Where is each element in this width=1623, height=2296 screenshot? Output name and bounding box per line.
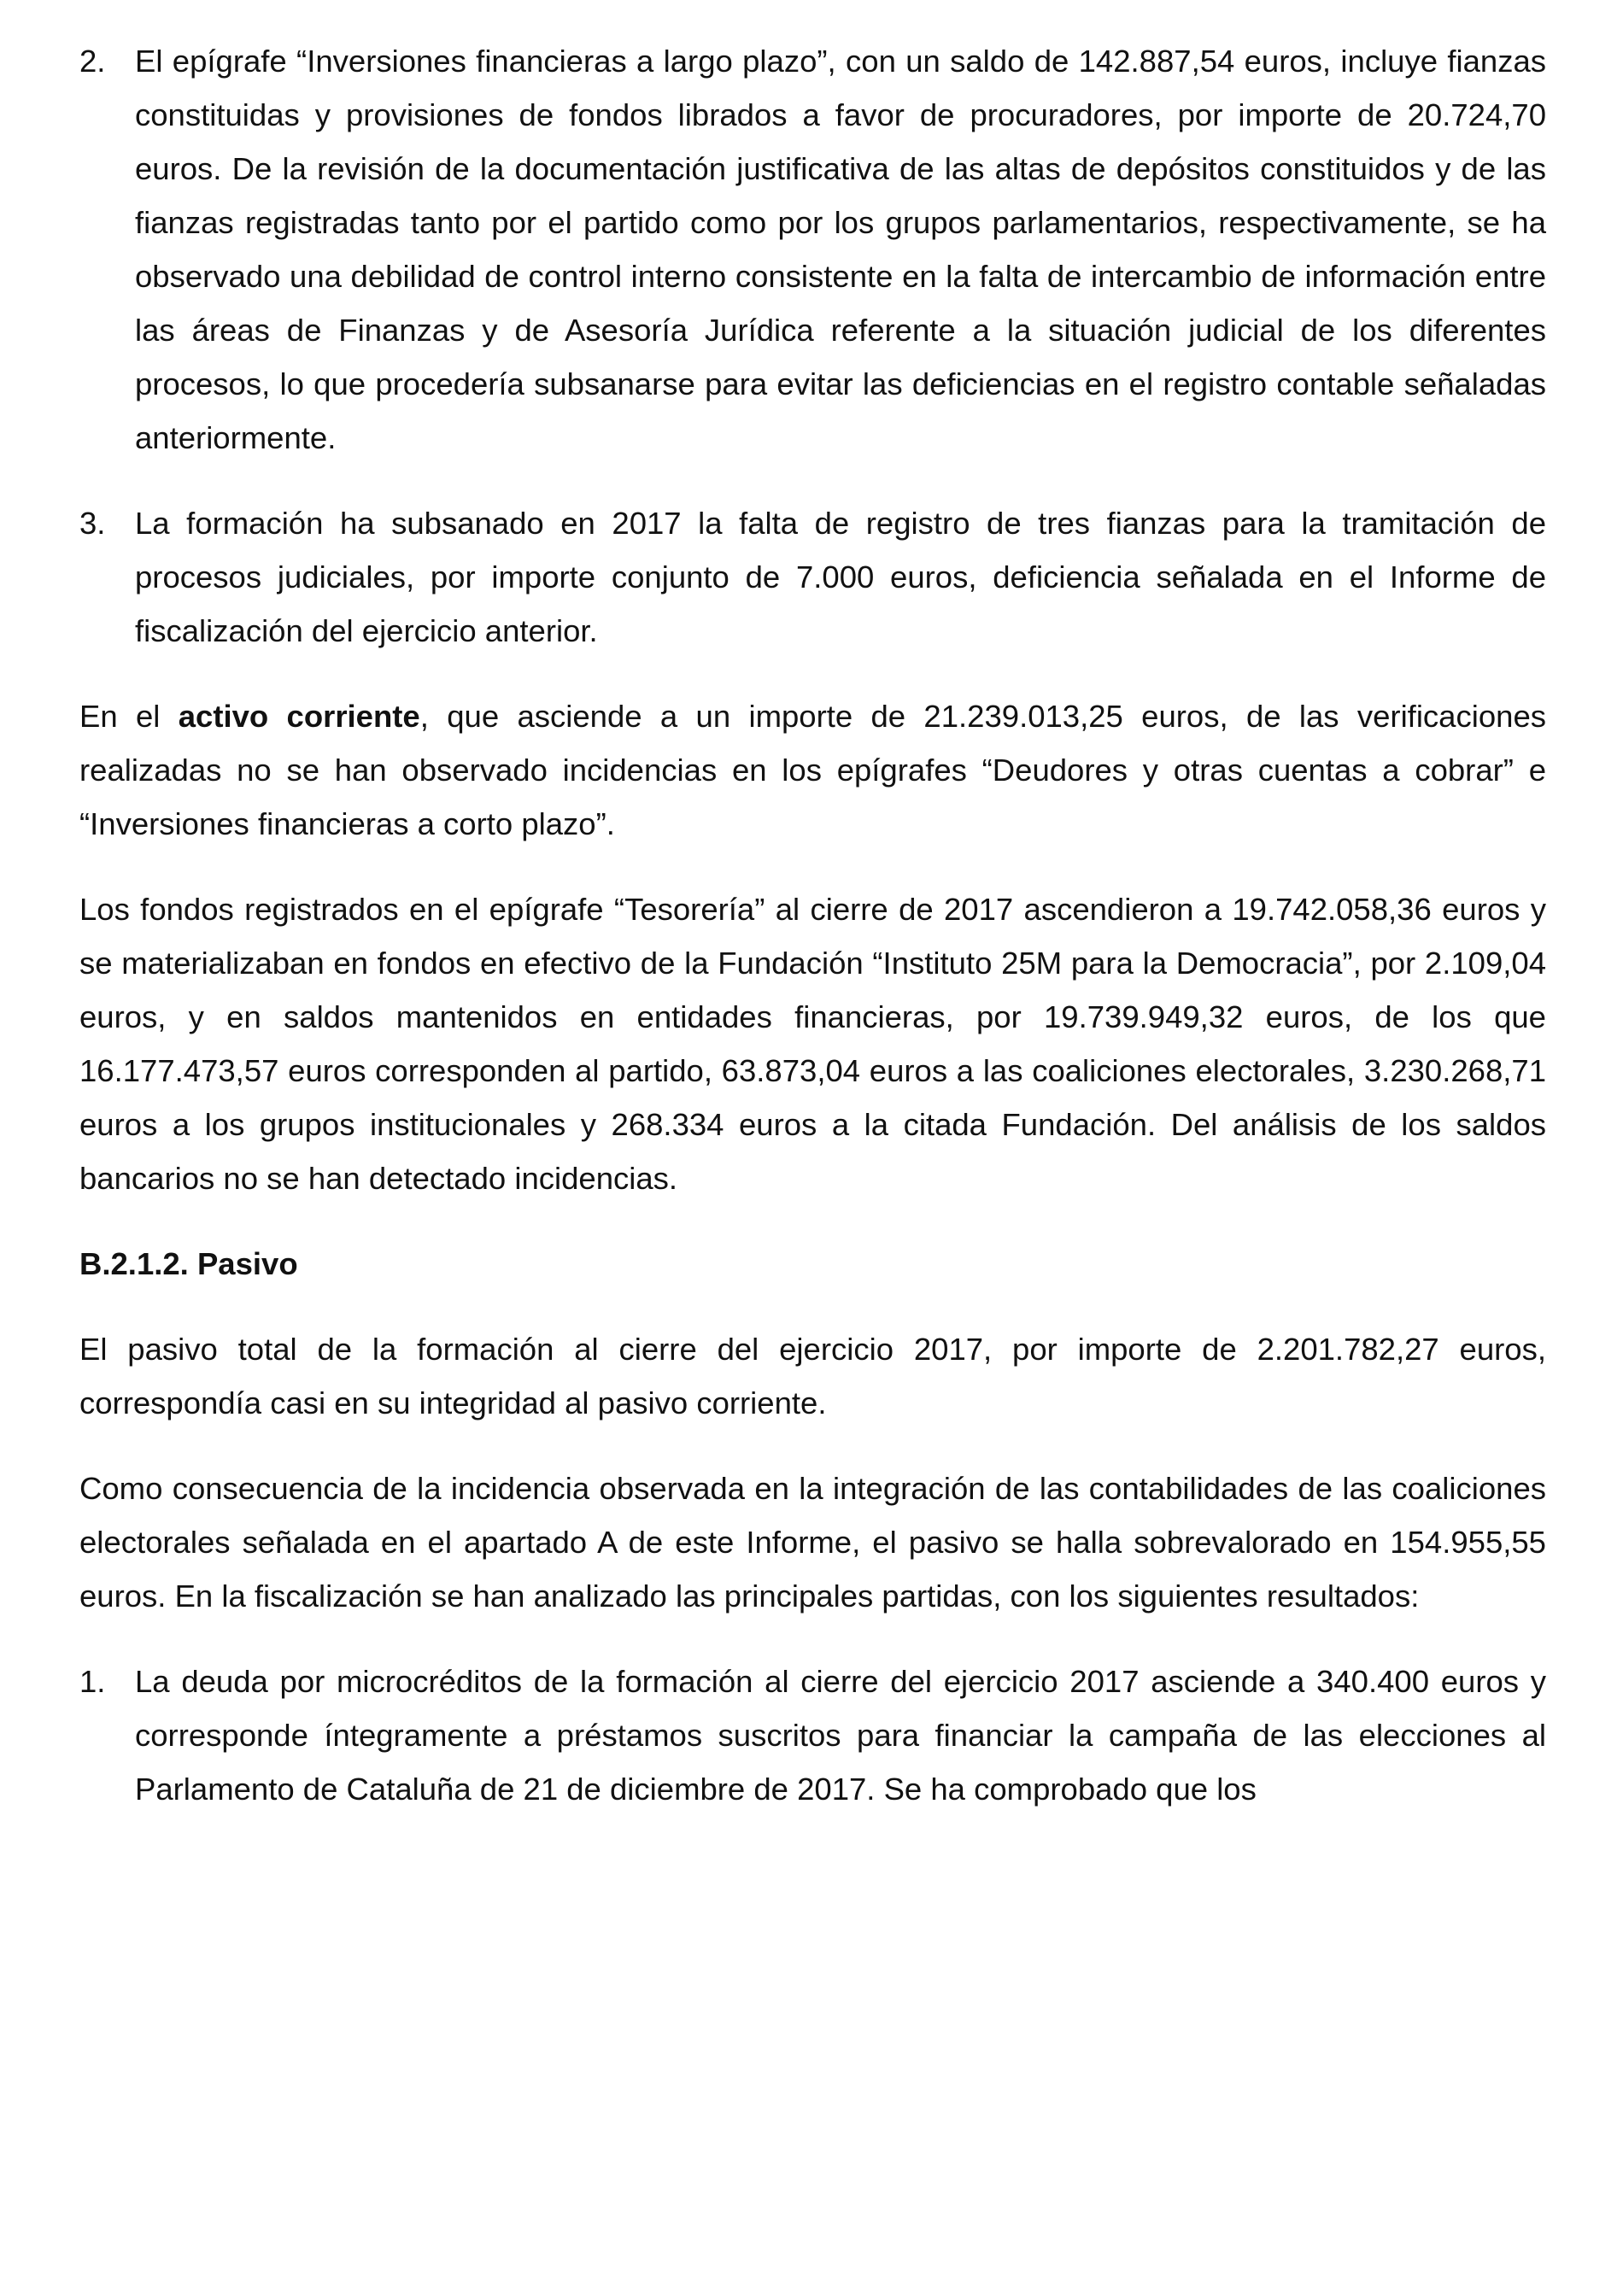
- list-number: 1.: [79, 1664, 106, 1699]
- list-item-text: El epígrafe “Inversiones financieras a largo plazo”, con un saldo de 142.887,54 euros, incluye fianzas constituidas y provisiones de fondos librados a favor de procuradores, por importe de 20.724,70 euros. De la revisión de la documentación justificativa de las altas de depósitos constituidos y de las fianzas registradas tanto por el partido como por los grupos parlamentarios, respectivamente, se ha observado una debilidad de control interno consistente en la falta de intercambio de información entre las áreas de Finanzas y de Asesoría Jurídica referente a la situación judicial de los diferentes procesos, lo que procedería subsanarse para evitar las deficiencias en el registro contable señaladas anteriormente.: [135, 44, 1546, 455]
- list-item-text: La deuda por microcréditos de la formación al cierre del ejercicio 2017 asciende a 340.400 euros y corresponde íntegramente a préstamos suscritos para financiar la campaña de las elecciones al Parlamento de Cataluña de 21 de diciembre de 2017. Se ha comprobado que los: [135, 1664, 1546, 1807]
- paragraph-activo-corriente: [79, 689, 1546, 851]
- section-heading-pasivo: B.2.1.2. Pasivo: [79, 1246, 298, 1281]
- paragraph-consecuencia: Como consecuencia de la incidencia observada en la integración de las contabilidades de las coaliciones electorales señalada en el apartado A de este Informe, el pasivo se halla sobrevalorado en 154.955,55 euros. En la fiscalización se han analizado las principales partidas, con los siguientes resultados:: [79, 1471, 1546, 1614]
- list-number: 2.: [79, 44, 106, 79]
- paragraph-tesoreria: Los fondos registrados en el epígrafe “Tesorería” al cierre de 2017 ascendieron a 19.742.058,36 euros y se materializaban en fondos en efectivo de la Fundación “Instituto 25M para la Democracia”, por 2.109,04 euros, y en saldos mantenidos en entidades financieras, por 19.739.949,32 euros, de los que 16.177.473,57 euros corresponden al partido, 63.873,04 euros a las coaliciones electorales, 3.230.268,71 euros a los grupos institucionales y 268.334 euros a la citada Fundación. Del análisis de los saldos bancarios no se han detectado incidencias.: [79, 892, 1546, 1196]
- paragraph-pasivo-total: El pasivo total de la formación al cierre del ejercicio 2017, por importe de 2.201.782,27 euros, correspondía casi en su integridad al pasivo corriente.: [79, 1332, 1546, 1420]
- document-body: [79, 34, 1546, 1848]
- list-item-2: [79, 34, 1546, 465]
- list-number: 3.: [79, 506, 106, 541]
- list-item-3: [79, 496, 1546, 658]
- bold-term: activo corriente: [178, 699, 420, 734]
- paragraph-text: En el: [79, 699, 179, 734]
- paragraph-text: , que asciende a un importe de 21.239.013,25 euros, de las verificaciones realizadas no se han observado incidencias en los epígrafes “Deudores y otras cuentas a cobrar” e “Inversiones financieras a corto plazo”.: [79, 699, 1546, 841]
- list-item-text: La formación ha subsanado en 2017 la falta de registro de tres fianzas para la tramitación de procesos judiciales, por importe conjunto de 7.000 euros, deficiencia señalada en el Informe de fiscalización del ejercicio anterior.: [135, 506, 1546, 648]
- list-item-1: [79, 1655, 1546, 1816]
